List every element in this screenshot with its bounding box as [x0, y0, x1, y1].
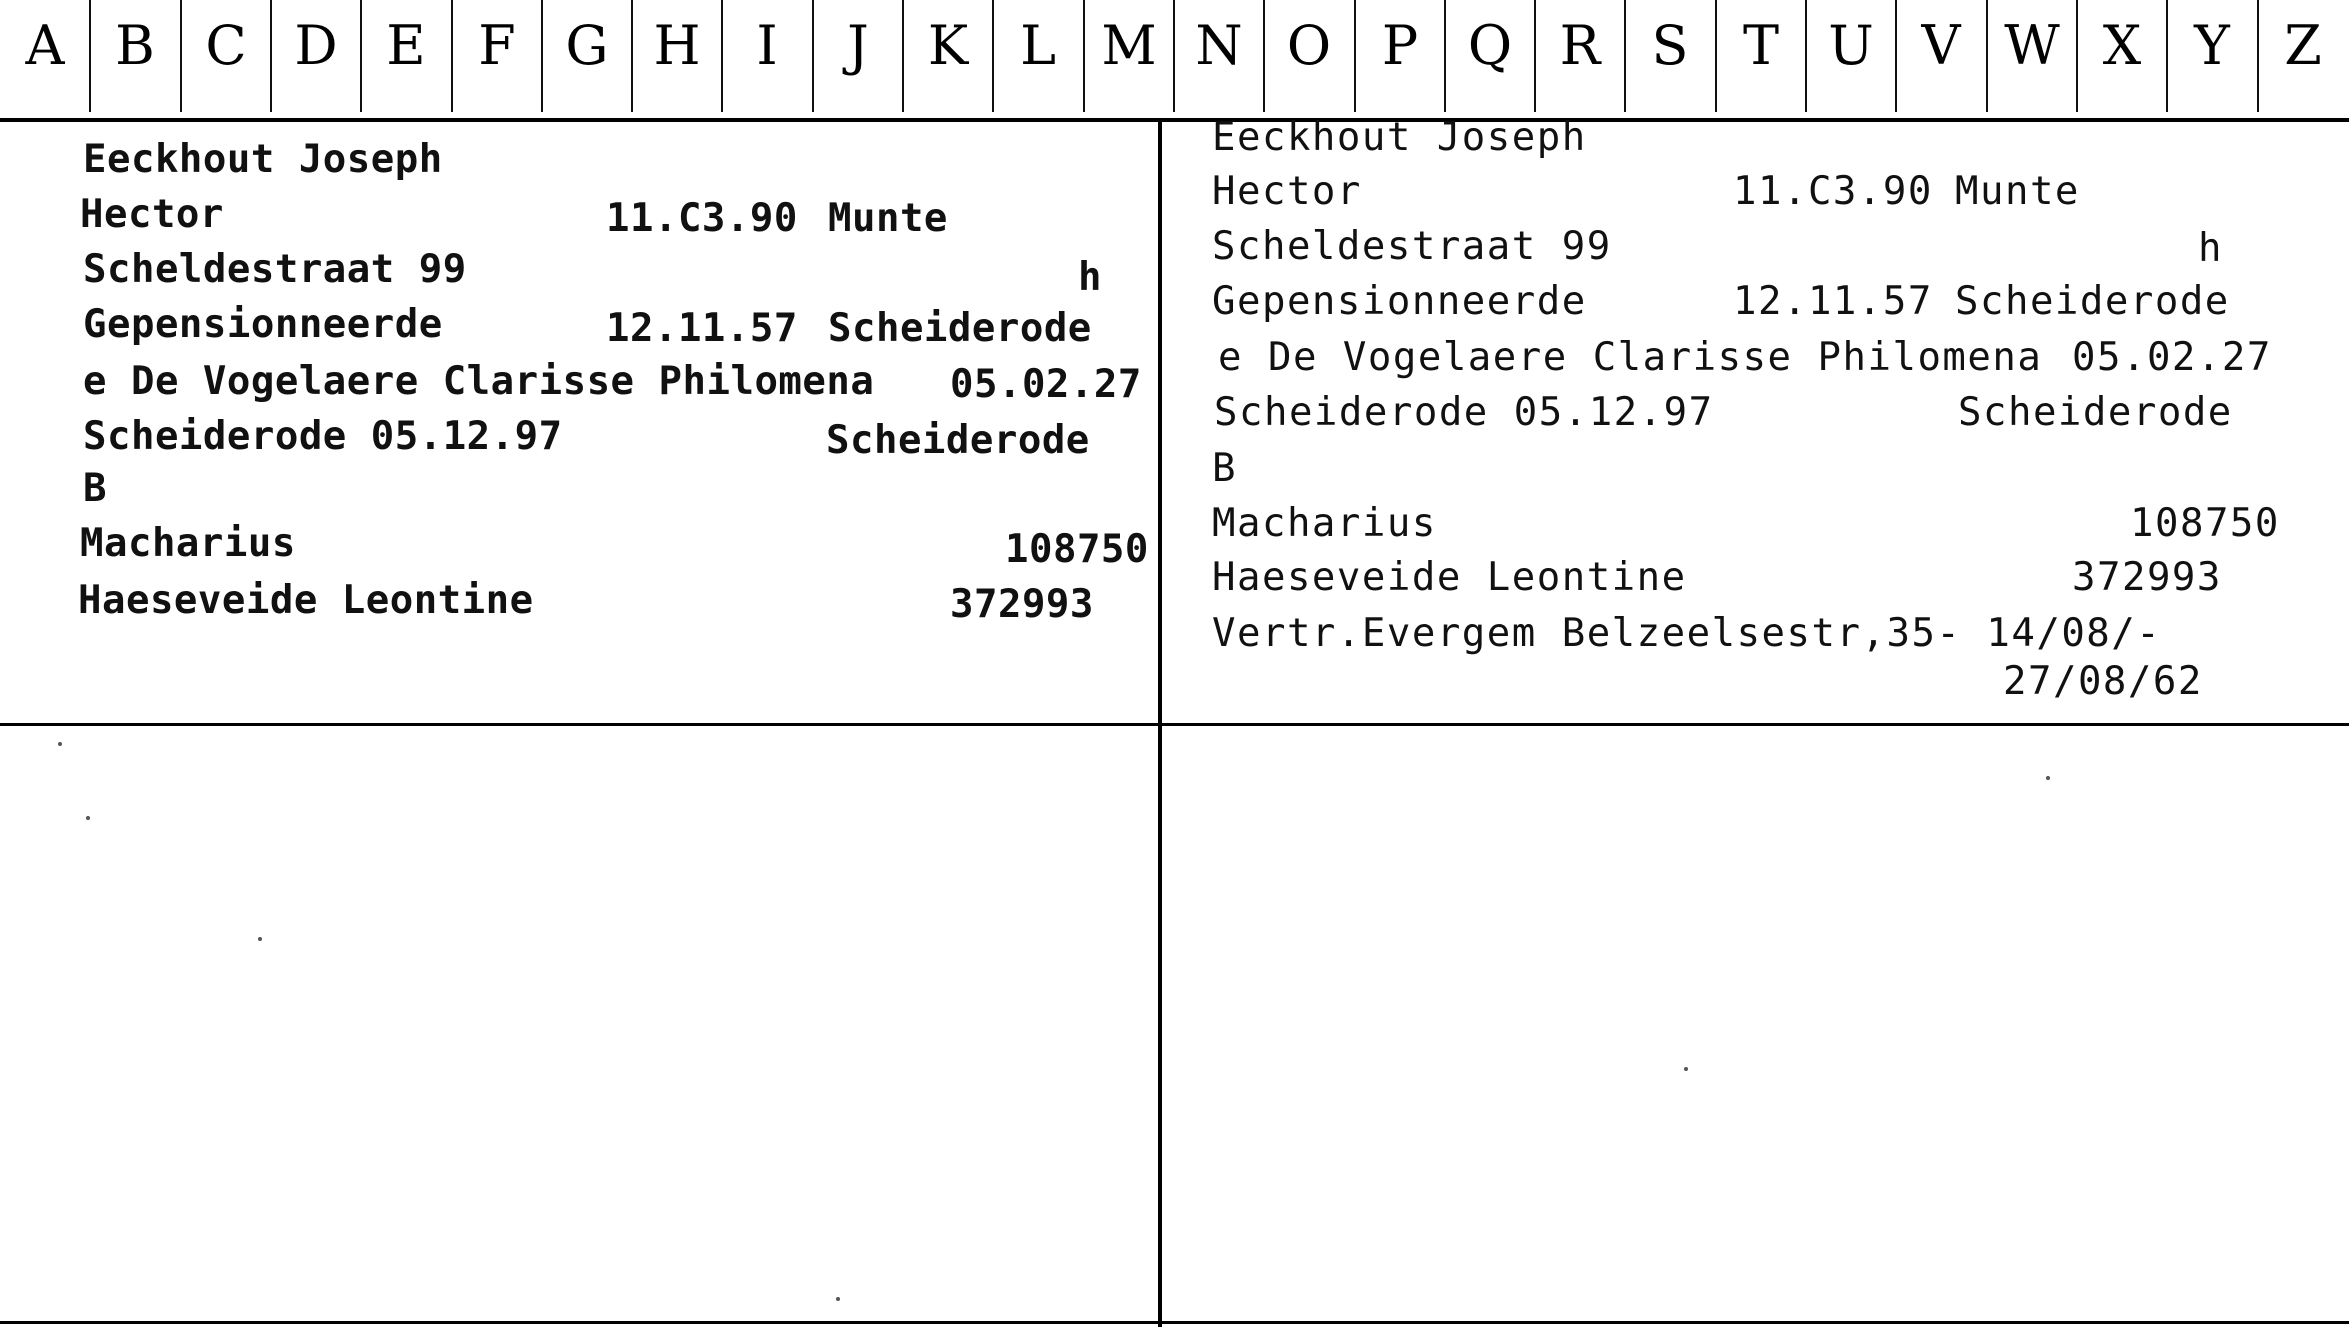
card-birth-place: Munte: [1955, 169, 2080, 214]
alphabet-letter-p: P: [1381, 14, 1419, 77]
alphabet-divider: [1534, 0, 1536, 112]
alphabet-divider: [2166, 0, 2168, 112]
alphabet-divider: [270, 0, 272, 112]
card-place-line: Scheiderode 05.12.97: [1214, 390, 1714, 435]
alphabet-divider: [89, 0, 91, 112]
alphabet-divider: [541, 0, 543, 112]
scan-speck: [258, 937, 262, 941]
card-mother: Haeseveide Leontine: [1212, 555, 1687, 600]
alphabet-divider: [1083, 0, 1085, 112]
alphabet-letter-h: H: [653, 14, 701, 77]
card-birth-date: 11.C3.90: [606, 196, 798, 241]
alphabet-letter-q: Q: [1467, 14, 1513, 77]
alphabet-letter-k: K: [927, 14, 969, 77]
card-spouse: e De Vogelaere Clarisse Philomena: [83, 359, 875, 404]
alphabet-letter-o: O: [1286, 14, 1332, 77]
card-death-place: Scheiderode: [1955, 279, 2230, 324]
alphabet-divider: [631, 0, 633, 112]
card-h-mark: h: [2198, 226, 2223, 271]
alphabet-divider: [1715, 0, 1717, 112]
card-spouse-birth: 05.02.27: [950, 362, 1142, 407]
alphabet-letter-u: U: [1828, 14, 1874, 77]
card-h-mark: h: [1078, 255, 1102, 300]
scan-speck: [58, 742, 62, 746]
alphabet-letter-t: T: [1742, 14, 1780, 77]
card-father: Macharius: [1212, 501, 1437, 546]
card-occupation: Gepensionneerde: [1212, 279, 1587, 324]
card-address: Scheldestraat 99: [1212, 224, 1612, 269]
card-birth-place: Munte: [828, 196, 948, 241]
card-occupation: Gepensionneerde: [83, 302, 443, 347]
card-first-name: Hector: [80, 192, 224, 237]
card-row-divider: [0, 723, 2349, 726]
alphabet-divider: [2076, 0, 2078, 112]
alphabet-letter-r: R: [1559, 14, 1601, 77]
card-father-number: 108750: [1005, 527, 1149, 572]
alphabet-divider: [1444, 0, 1446, 112]
alphabet-letter-y: Y: [2194, 14, 2230, 77]
alphabet-letter-a: A: [25, 14, 65, 77]
alphabet-letter-s: S: [1651, 14, 1689, 77]
alphabet-divider: [1895, 0, 1897, 112]
alphabet-divider: [902, 0, 904, 112]
card-spouse: e De Vogelaere Clarisse Philomena: [1218, 335, 2043, 380]
card-first-name: Hector: [1212, 169, 1362, 214]
card-father: Macharius: [80, 521, 296, 566]
card-column-divider: [1158, 120, 1162, 1327]
card-death-place: Scheiderode: [828, 306, 1092, 351]
scan-speck: [2046, 776, 2050, 780]
alphabet-letter-n: N: [1195, 14, 1243, 77]
alphabet-letter-m: M: [1101, 14, 1157, 77]
card-b-mark: B: [83, 466, 107, 511]
alphabet-baseline: [0, 118, 2349, 122]
card-place-line-right: Scheiderode: [826, 418, 1090, 463]
alphabet-divider: [1173, 0, 1175, 112]
card-mother-number: 372993: [950, 582, 1094, 627]
scan-speck: [1684, 1067, 1688, 1071]
scan-speck: [836, 1297, 840, 1301]
alphabet-divider: [812, 0, 814, 112]
card-place-line: Scheiderode 05.12.97: [83, 414, 563, 459]
alphabet-letter-j: J: [847, 14, 869, 77]
alphabet-letter-x: X: [2102, 14, 2142, 77]
card-place-line-right: Scheiderode: [1958, 390, 2233, 435]
card-mother: Haeseveide Leontine: [78, 578, 534, 623]
card-bottom-border: [0, 1321, 2349, 1324]
card-father-number: 108750: [2130, 501, 2280, 546]
alphabet-divider: [1263, 0, 1265, 112]
card-name: Eeckhout Joseph: [83, 137, 443, 182]
alphabet-letter-l: L: [1020, 14, 1056, 77]
alphabet-index-strip: [0, 0, 2349, 118]
alphabet-divider: [1986, 0, 1988, 112]
alphabet-letter-b: B: [115, 14, 155, 77]
card-death-date: 12.11.57: [606, 306, 798, 351]
alphabet-letter-g: G: [565, 14, 609, 77]
card-mother-number: 372993: [2072, 555, 2222, 600]
alphabet-letter-v: V: [1921, 14, 1961, 77]
card-moved-to: Vertr.Evergem Belzeelsestr,35- 14/08/-: [1212, 611, 2162, 656]
alphabet-letter-c: C: [205, 14, 247, 77]
alphabet-letter-w: W: [2004, 14, 2060, 77]
alphabet-divider: [451, 0, 453, 112]
alphabet-letter-i: I: [756, 14, 778, 77]
alphabet-divider: [180, 0, 182, 112]
alphabet-divider: [360, 0, 362, 112]
alphabet-letter-z: Z: [2284, 14, 2322, 77]
card-spouse-birth: 05.02.27: [2072, 335, 2272, 380]
card-birth-date: 11.C3.90: [1733, 169, 1933, 214]
card-b-mark: B: [1212, 446, 1237, 491]
alphabet-divider: [992, 0, 994, 112]
alphabet-letter-f: F: [478, 14, 516, 77]
scan-speck: [86, 816, 90, 820]
card-address: Scheldestraat 99: [83, 247, 467, 292]
alphabet-divider: [1624, 0, 1626, 112]
alphabet-divider: [1354, 0, 1356, 112]
alphabet-letter-e: E: [386, 14, 426, 77]
card-death-date: 12.11.57: [1733, 279, 1933, 324]
card-name: Eeckhout Joseph: [1212, 115, 1587, 160]
card-moved-date: 27/08/62: [2003, 659, 2203, 704]
alphabet-letter-d: D: [294, 14, 338, 77]
alphabet-divider: [721, 0, 723, 112]
alphabet-divider: [1805, 0, 1807, 112]
alphabet-divider: [2257, 0, 2259, 112]
